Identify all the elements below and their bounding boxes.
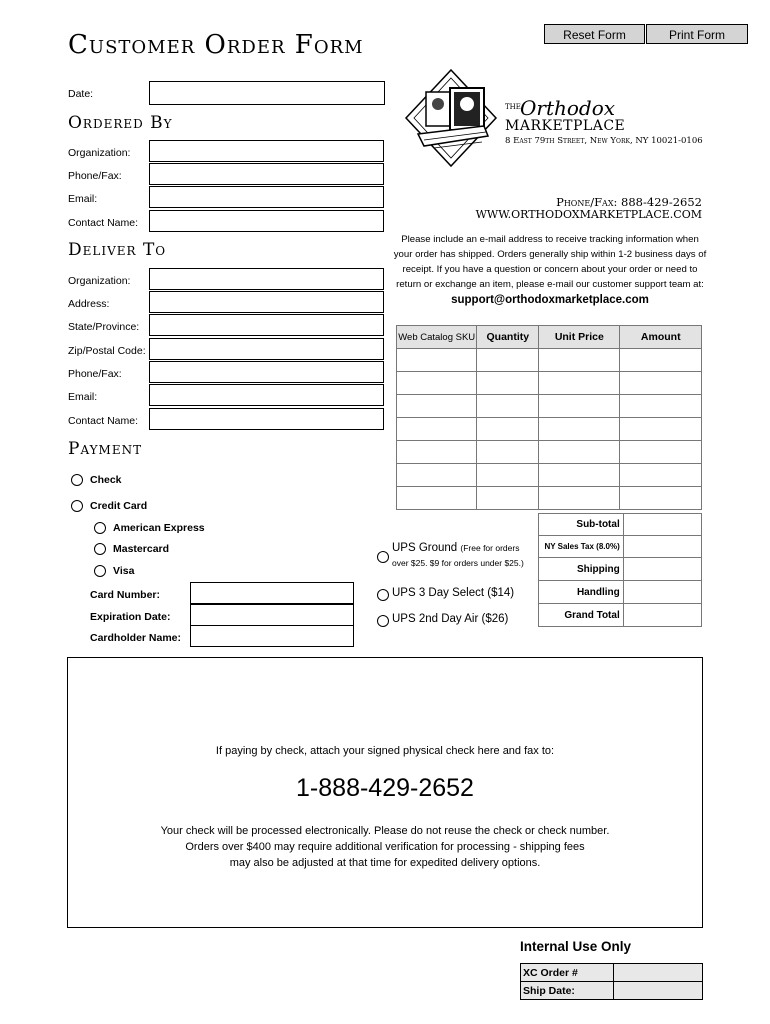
tax-label: NY Sales Tax (8.0%) — [539, 536, 624, 558]
expiration-input[interactable] — [190, 604, 354, 626]
dt-organization-input[interactable] — [149, 268, 384, 290]
xc-order-label: XC Order # — [521, 964, 614, 982]
info-text: Please include an e-mail address to receive tracking information when your order has shipped. Orders generally ship within 1-2 business days of receipt. If you have a question or concern about your order or need to return or exchange an item, please e-mail our customer support team at: — [393, 234, 707, 290]
mastercard-radio[interactable] — [94, 543, 106, 555]
dt-contact-label: Contact Name: — [68, 415, 139, 427]
table-row[interactable] — [397, 372, 702, 395]
icon-logo — [404, 68, 498, 168]
totals-table — [538, 513, 702, 627]
credit-card-radio[interactable] — [71, 500, 83, 512]
ob-email-input[interactable] — [149, 186, 384, 208]
col-unit-price: Unit Price — [539, 326, 620, 349]
card-number-input[interactable] — [190, 582, 354, 604]
cardholder-label: Cardholder Name: — [90, 632, 182, 644]
dt-zip-label: Zip/Postal Code: — [68, 345, 146, 357]
ups-ground-note2: over $25. $9 for orders under $25.) — [392, 558, 524, 568]
handling-label: Handling — [539, 581, 624, 604]
ob-phone-label: Phone/Fax: — [68, 170, 122, 182]
ups-3day-radio[interactable] — [377, 589, 389, 601]
ordered-by-heading: Ordered By — [68, 113, 173, 133]
support-email[interactable]: support@orthodoxmarketplace.com — [451, 294, 649, 306]
company-web: WWW.ORTHODOXMARKETPLACE.COM — [475, 208, 702, 221]
print-form-button[interactable]: Print Form — [646, 24, 748, 44]
deliver-to-heading: Deliver To — [68, 240, 167, 260]
xc-order-value[interactable] — [614, 964, 703, 982]
dt-zip-input[interactable] — [149, 338, 384, 360]
ups-3day-label: UPS 3 Day Select ($14) — [392, 587, 515, 599]
subtotal-value[interactable] — [623, 514, 701, 536]
ob-organization-label: Organization: — [68, 147, 131, 159]
logo-marketplace: MARKETPLACE — [505, 118, 626, 134]
ups-ground-label: UPS Ground — [392, 542, 458, 554]
expiration-label: Expiration Date: — [90, 611, 171, 623]
dt-email-label: Email: — [68, 391, 98, 403]
shipping-value[interactable] — [623, 558, 701, 581]
table-row[interactable] — [397, 418, 702, 441]
tax-value[interactable] — [623, 536, 701, 558]
ob-email-label: Email: — [68, 193, 98, 205]
ups-ground-radio[interactable] — [377, 551, 389, 563]
check-note-1: Your check will be processed electronically. Please do not reuse the check or check number. — [160, 825, 610, 837]
check-radio[interactable] — [71, 474, 83, 486]
check-instructions: If paying by check, attach your signed physical check here and fax to: — [215, 745, 555, 757]
visa-label: Visa — [113, 565, 135, 577]
dt-state-label: State/Province: — [68, 321, 140, 333]
check-label: Check — [90, 474, 122, 486]
table-row[interactable] — [397, 464, 702, 487]
check-note-3: may also be adjusted at that time for expedited delivery options. — [229, 857, 541, 869]
dt-phone-label: Phone/Fax: — [68, 368, 122, 380]
subtotal-label: Sub-total — [539, 514, 624, 536]
date-label: Date: — [68, 88, 94, 100]
dt-address-input[interactable] — [149, 291, 384, 313]
dt-phone-input[interactable] — [149, 361, 384, 383]
dt-contact-input[interactable] — [149, 408, 384, 430]
ob-phone-input[interactable] — [149, 163, 384, 185]
ups-2day-label: UPS 2nd Day Air ($26) — [392, 613, 509, 625]
amex-radio[interactable] — [94, 522, 106, 534]
dt-organization-label: Organization: — [68, 275, 131, 287]
ob-contact-label: Contact Name: — [68, 217, 139, 229]
logo-the: THE — [505, 103, 521, 111]
order-table — [396, 325, 702, 510]
payment-heading: Payment — [68, 439, 143, 459]
amex-label: American Express — [113, 522, 205, 534]
grand-total-value[interactable] — [623, 604, 701, 627]
fax-number: 1-888-429-2652 — [296, 774, 474, 802]
shipping-label: Shipping — [539, 558, 624, 581]
check-note-2: Orders over $400 may require additional verification for processing - shipping fees — [185, 841, 585, 853]
dt-email-input[interactable] — [149, 384, 384, 406]
reset-form-button[interactable]: Reset Form — [544, 24, 645, 44]
table-row[interactable] — [397, 349, 702, 372]
company-phone: Phone/Fax: 888-429-2652 — [556, 195, 702, 209]
card-number-label: Card Number: — [90, 589, 161, 601]
page-title: Customer Order Form — [68, 30, 364, 60]
logo-orthodox: Orthodox — [520, 96, 616, 120]
dt-state-input[interactable] — [149, 314, 384, 336]
credit-card-label: Credit Card — [90, 500, 148, 512]
ship-date-label: Ship Date: — [521, 982, 614, 1000]
col-quantity: Quantity — [477, 326, 539, 349]
ship-date-value[interactable] — [614, 982, 703, 1000]
ob-organization-input[interactable] — [149, 140, 384, 162]
table-row[interactable] — [397, 487, 702, 510]
mastercard-label: Mastercard — [113, 543, 170, 555]
grand-total-label: Grand Total — [539, 604, 624, 627]
col-sku: Web Catalog SKU — [397, 326, 477, 349]
col-amount: Amount — [620, 326, 702, 349]
cardholder-input[interactable] — [190, 625, 354, 647]
date-input[interactable] — [149, 81, 385, 105]
table-row[interactable] — [397, 441, 702, 464]
ob-contact-input[interactable] — [149, 210, 384, 232]
ups-ground-note1: (Free for orders — [460, 543, 520, 553]
ups-2day-radio[interactable] — [377, 615, 389, 627]
internal-use-heading: Internal Use Only — [520, 939, 632, 954]
handling-value[interactable] — [623, 581, 701, 604]
table-row[interactable] — [397, 395, 702, 418]
visa-radio[interactable] — [94, 565, 106, 577]
internal-table — [520, 963, 703, 1000]
company-address: 8 East 79th Street, New York, NY 10021-0106 — [505, 136, 703, 146]
dt-address-label: Address: — [68, 298, 110, 310]
